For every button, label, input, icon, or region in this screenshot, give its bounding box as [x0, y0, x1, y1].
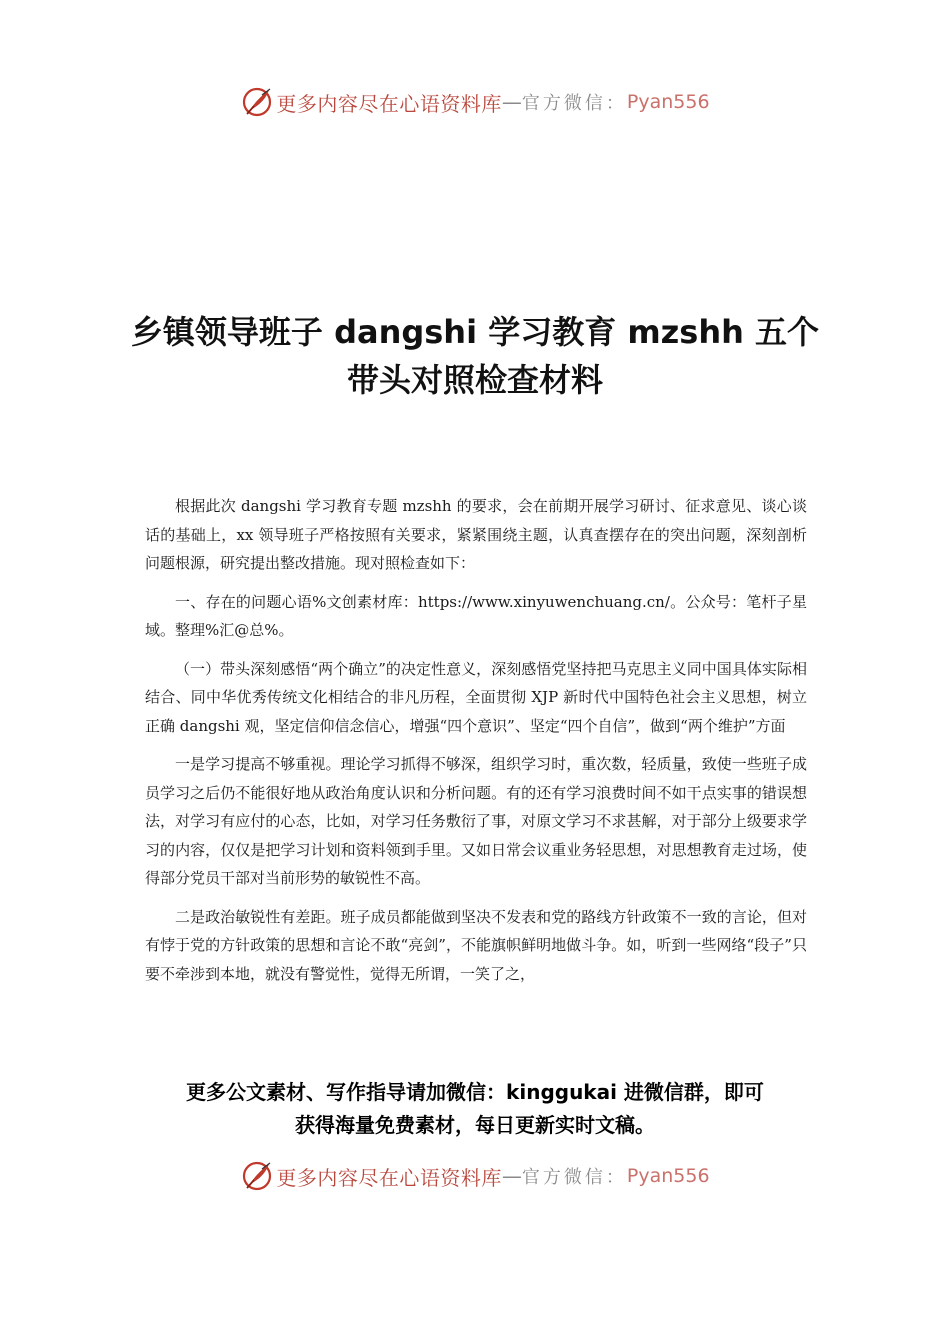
footer-banner — [0, 1156, 950, 1196]
document-body — [145, 492, 807, 998]
promo-line-1: 更多公文素材、写作指导请加微信：kinggukai 进微信群，即可 — [186, 1080, 764, 1104]
paragraph-intro: 根据此次 dangshi 学习教育专题 mzshh 的要求，会在前期开展学习研讨、征求意见、谈心谈话的基础上，xx 领导班子严格按照有关要求，紧紧围绕主题，认真查摆存在的突出问题，深刻剖析问题根源，研究提出整改措施。现对照检查如下： — [145, 497, 807, 572]
document-title — [60, 308, 890, 404]
paragraph-point-1: 一是学习提高不够重视。理论学习抓得不够深，组织学习时，重次数，轻质量，致使一些班子成员学习之后仍不能很好地从政治角度认识和分析问题。有的还有学习浪费时间不如干点实事的错误想法，对学习有应付的心态，比如，对学习任务敷衍了事，对原文学习不求甚解，对于部分上级要求学习的内容，仅仅是把学习计划和资料领到手里。又如日常会议重业务轻思想，对思想教育走过场，使得部分党员干部对当前形势的敏锐性不高。 — [145, 755, 807, 887]
quill-logo-icon — [240, 85, 274, 119]
paragraph-section-heading: 一、存在的问题心语%文创素材库：https://www.xinyuwenchuang.cn/。公众号：笔杆子星域。整理%汇@总%。 — [145, 592, 807, 639]
quill-logo-icon — [240, 1159, 274, 1193]
banner-contact-label: 官方微信： — [521, 1167, 627, 1188]
paragraph-point-2: 二是政治敏锐性有差距。班子成员都能做到坚决不发表和党的路线方针政策不一致的言论，但对有悖于党的方针政策的思想和言论不敢“亮剑”，不能旗帜鲜明地做斗争。如，听到一些网络“段子”只要不牵涉到本地，就没有警觉性，觉得无所谓，一笑了之， — [145, 907, 807, 983]
title-line-2: 带头对照检查材料 — [346, 361, 603, 399]
promo-notice — [60, 1076, 890, 1142]
banner-text: 更多内容尽在心语资料库 — [276, 91, 502, 116]
header-banner — [0, 82, 950, 122]
banner-contact-label: 官方微信： — [521, 93, 627, 114]
banner-dash: — — [501, 1164, 522, 1188]
banner-contact-id: Pyan556 — [626, 1165, 710, 1187]
paragraph-subsection-heading: （一）带头深刻感悟“两个确立”的决定性意义，深刻感悟党坚持把马克思主义同中国具体实际相结合、同中华优秀传统文化相结合的非凡历程，全面贯彻 XJP 新时代中国特色社会主义思想，树立正确 dangshi 观，坚定信仰信念信心，增强“四个意识”、坚定“四个自信”，做到“两个维护”方面 — [145, 659, 807, 735]
banner-text: 更多内容尽在心语资料库 — [276, 1165, 502, 1190]
banner-dash: — — [501, 90, 522, 114]
promo-line-2: 获得海量免费素材，每日更新实时文稿。 — [295, 1113, 655, 1137]
banner-contact-id: Pyan556 — [626, 91, 710, 113]
title-line-1: 乡镇领导班子 dangshi 学习教育 mzshh 五个 — [130, 313, 820, 351]
